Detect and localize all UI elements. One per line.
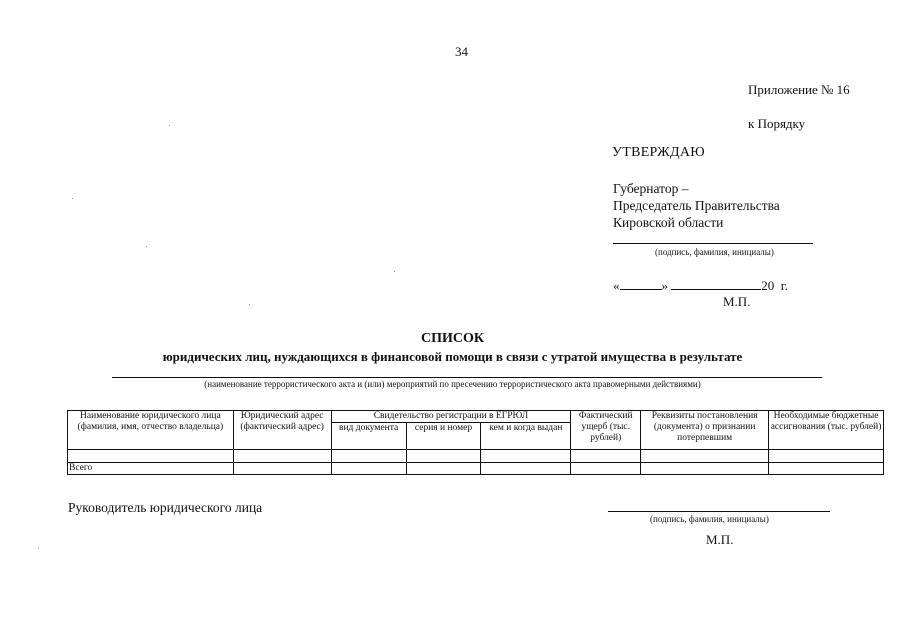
approval-seal-mark: М.П. [723,294,751,309]
header-budget-allocations: Необходимые бюджетные ассигнования (тыс. рублей) [769,411,884,450]
table-cell [571,463,641,475]
legal-entities-table [67,410,884,475]
approver-signature-line [613,243,813,244]
footer-seal-mark: М.П. [706,532,734,547]
header-series-number: серия и номер [406,423,481,450]
page-number: 34 [455,44,468,59]
document-subtitle: юридических лиц, нуждающихся в финансовой помощи в связи с утратой имущества в результате [162,349,743,364]
document-title: СПИСОК [420,331,485,346]
scan-speck [72,198,73,199]
event-name-hint: (наименование террористического акта и (или) мероприятий по пресечению террористического акта правомерными действиями) [204,379,701,389]
header-document-type: вид документа [331,423,406,450]
table-cell [641,450,769,463]
scan-speck [169,125,170,126]
approver-signature-hint: (подпись, фамилия, инициалы) [655,247,774,257]
approval-heading: УТВЕРЖДАЮ [612,145,705,160]
scan-speck [146,246,147,247]
head-signature-hint: (подпись, фамилия, инициалы) [650,514,769,524]
table-cell [769,463,884,475]
header-entity-name: Наименование юридического лица (фамилия, имя, отчество владельца) [68,411,234,450]
event-name-line [112,377,822,378]
table-cell [769,450,884,463]
table-cell [481,450,571,463]
scan-speck [38,548,39,549]
table-cell [233,463,331,475]
month-blank [671,289,761,290]
date-suffix: г. [780,278,788,293]
table-cell [481,463,571,475]
scan-speck [394,271,395,272]
header-actual-damage: Фактический ущерб (тыс. рублей) [571,411,641,450]
table-cell [406,463,481,475]
approver-position-line1: Губернатор – [613,181,689,196]
day-blank [620,289,662,290]
appendix-reference: к Порядку [748,116,806,131]
approver-position-line2: Председатель Правительства [613,198,780,213]
header-issued-by: кем и когда выдан [481,423,571,450]
table-cell [331,450,406,463]
appendix-number: Приложение № 16 [748,82,850,97]
date-open-quote: « [613,278,620,293]
total-label: Всего [68,463,234,475]
table-cell [641,463,769,475]
table-cell [233,450,331,463]
header-legal-address: Юридический адрес (фактический адрес) [233,411,331,450]
entity-head-label: Руководитель юридического лица [68,500,263,515]
scan-speck [249,304,250,305]
table-cell [331,463,406,475]
head-signature-line [608,511,830,512]
table-cell [68,450,234,463]
date-close-quote: » [661,278,668,293]
approver-position-line3: Кировской области [613,215,724,230]
approver-position [613,180,843,231]
header-registration-certificate: Свидетельство регистрации в ЕГРЮЛ [331,411,571,423]
table-cell [571,450,641,463]
header-resolution-details: Реквизиты постановления (документа) о признании потерпевшим [641,411,769,450]
table-cell [406,450,481,463]
approval-date [613,278,788,294]
date-year: 20 [761,278,775,293]
